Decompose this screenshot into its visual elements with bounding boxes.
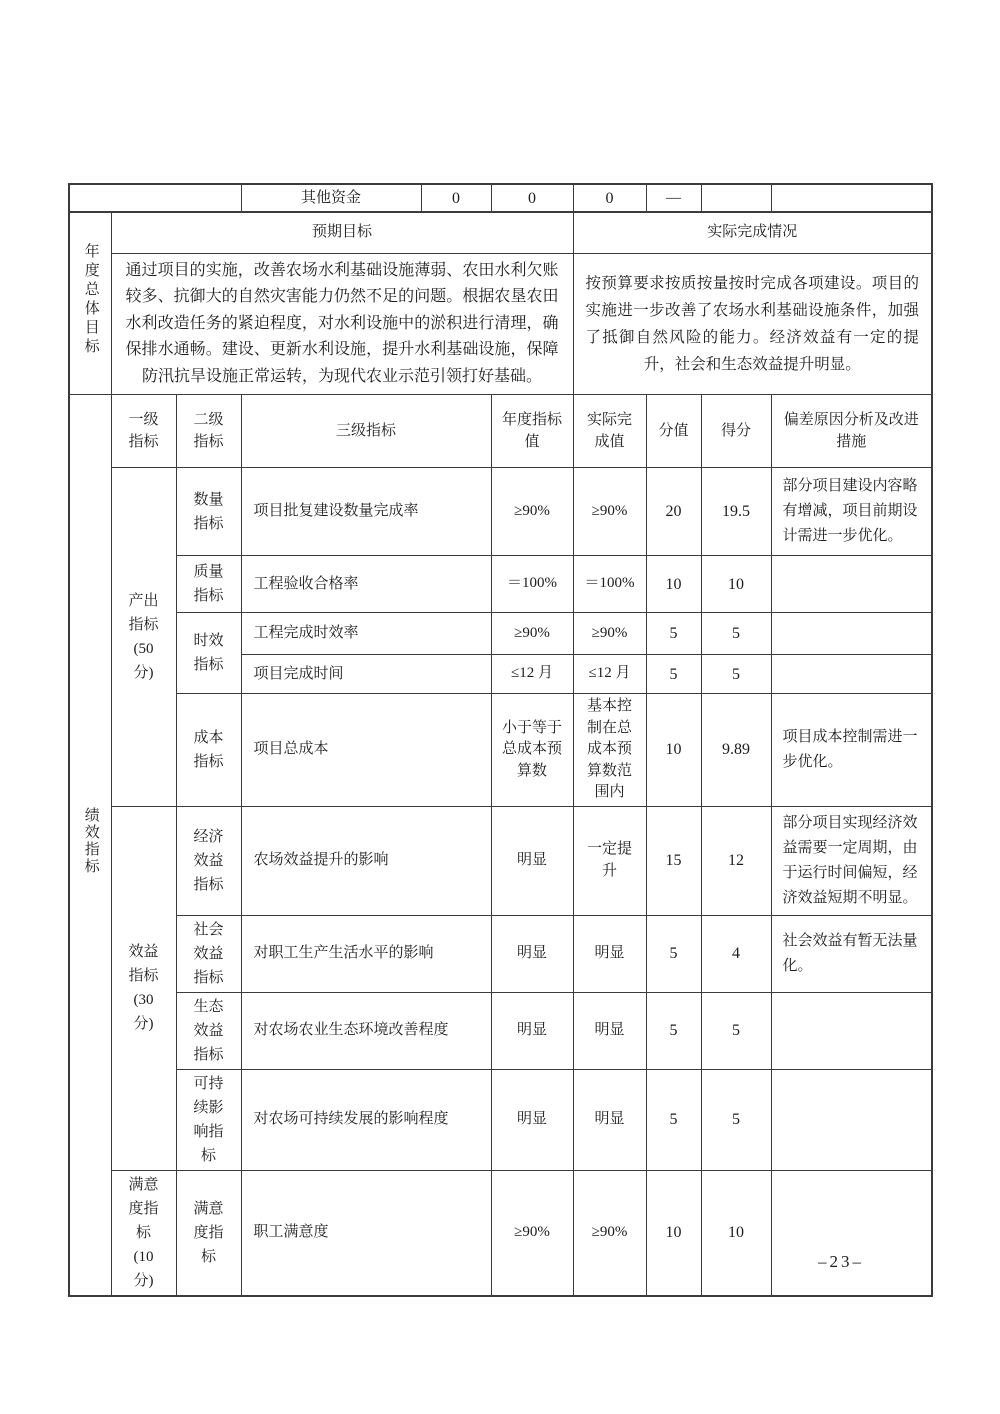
actual-completion-text: 按预算要求按质按量按时完成各项建设。项目的实施进一步改善了农场水利基础设施条件，加强了抵御自然风险的能力。经济效益有一定的提升，社会和生态效益提升明显。	[573, 253, 932, 395]
row-satisfaction-deviation	[771, 1170, 932, 1296]
row-cost-points: 10	[646, 694, 701, 807]
row-satisfaction	[69, 1170, 932, 1296]
row-economic-actual: 一定提升	[573, 806, 646, 915]
row-economic-level3: 农场效益提升的影响	[241, 806, 491, 915]
funding-row	[69, 184, 932, 212]
funding-label: 其他资金	[241, 184, 421, 212]
funding-value-1: 0	[421, 184, 491, 212]
row-quantity-points: 20	[646, 468, 701, 556]
row-timeliness2-points: 5	[646, 655, 701, 694]
header-actual: 实际完成值	[573, 395, 646, 468]
row-economic	[69, 806, 932, 915]
row-quality	[69, 556, 932, 613]
header-score: 得分	[701, 395, 771, 468]
row-ecological-points: 5	[646, 992, 701, 1069]
group-satisfaction: 满意度指标(10分)	[111, 1170, 176, 1296]
row-quantity-level2: 数量指标	[176, 468, 241, 556]
header-level1: 一级指标	[111, 395, 176, 468]
row-quantity-deviation: 部分项目建设内容略有增减，项目前期设计需进一步优化。	[771, 468, 932, 556]
row-quantity	[69, 468, 932, 556]
row-sustainability-level2: 可持续影响指标	[176, 1069, 241, 1170]
row-cost-deviation: 项目成本控制需进一步优化。	[771, 694, 932, 807]
goal-row-label: 年度总体目标	[82, 243, 99, 357]
header-level2: 二级指标	[176, 395, 241, 468]
row-quantity-target: ≥90%	[491, 468, 573, 556]
row-ecological	[69, 992, 932, 1069]
row-economic-points: 15	[646, 806, 701, 915]
row-timeliness1-level3: 工程完成时效率	[241, 613, 491, 655]
row-ecological-level3: 对农场农业生态环境改善程度	[241, 992, 491, 1069]
row-timeliness1-actual: ≥90%	[573, 613, 646, 655]
row-economic-deviation: 部分项目实现经济效益需要一定周期，由于运行时间偏短，经济效益短期不明显。	[771, 806, 932, 915]
row-satisfaction-level2: 满意度指标	[176, 1170, 241, 1296]
funding-value-2: 0	[491, 184, 573, 212]
row-timeliness-level2: 时效指标	[176, 613, 241, 694]
row-sustainability-level3: 对农场可持续发展的影响程度	[241, 1069, 491, 1170]
header-deviation: 偏差原因分析及改进措施	[771, 395, 932, 468]
row-cost	[69, 694, 932, 807]
row-sustainability-score: 5	[701, 1069, 771, 1170]
row-cost-score: 9.89	[701, 694, 771, 807]
row-timeliness2-target: ≤12 月	[491, 655, 573, 694]
row-cost-level3: 项目总成本	[241, 694, 491, 807]
row-ecological-deviation	[771, 992, 932, 1069]
row-social-target: 明显	[491, 915, 573, 992]
row-social-score: 4	[701, 915, 771, 992]
row-quality-points: 10	[646, 556, 701, 613]
row-quality-target: ＝100%	[491, 556, 573, 613]
row-economic-score: 12	[701, 806, 771, 915]
row-timeliness2-level3: 项目完成时间	[241, 655, 491, 694]
page-number: –23–	[818, 1252, 864, 1271]
row-timeliness1-deviation	[771, 613, 932, 655]
row-satisfaction-actual: ≥90%	[573, 1170, 646, 1296]
row-sustainability-actual: 明显	[573, 1069, 646, 1170]
row-economic-target: 明显	[491, 806, 573, 915]
row-sustainability-target: 明显	[491, 1069, 573, 1170]
row-timeliness2-actual: ≤12 月	[573, 655, 646, 694]
performance-table	[68, 183, 933, 1297]
row-ecological-target: 明显	[491, 992, 573, 1069]
row-timeliness-1	[69, 613, 932, 655]
funding-empty-left	[69, 184, 241, 212]
goal-header-row	[69, 212, 932, 253]
row-timeliness1-score: 5	[701, 613, 771, 655]
row-cost-target: 小于等于总成本预算数	[491, 694, 573, 807]
row-quality-level2: 质量指标	[176, 556, 241, 613]
performance-section-label-cell	[69, 395, 111, 1296]
row-cost-actual: 基本控制在总成本预算数范围内	[573, 694, 646, 807]
row-cost-level2: 成本指标	[176, 694, 241, 807]
funding-value-4: —	[646, 184, 701, 212]
goal-row-label-cell	[69, 212, 111, 395]
row-economic-level2: 经济效益指标	[176, 806, 241, 915]
actual-completion-header: 实际完成情况	[573, 212, 932, 253]
funding-empty-right-1	[701, 184, 771, 212]
header-target: 年度指标值	[491, 395, 573, 468]
row-social-level3: 对职工生产生活水平的影响	[241, 915, 491, 992]
row-social-points: 5	[646, 915, 701, 992]
funding-value-3: 0	[573, 184, 646, 212]
indicator-header-row	[69, 395, 932, 468]
group-output: 产出指标(50分)	[111, 468, 176, 807]
row-quality-actual: ＝100%	[573, 556, 646, 613]
row-quality-deviation	[771, 556, 932, 613]
row-timeliness1-points: 5	[646, 613, 701, 655]
row-sustainability	[69, 1069, 932, 1170]
row-social-actual: 明显	[573, 915, 646, 992]
goal-text-row	[69, 253, 932, 395]
row-sustainability-deviation	[771, 1069, 932, 1170]
row-social-deviation: 社会效益有暂无法量化。	[771, 915, 932, 992]
row-ecological-level2: 生态效益指标	[176, 992, 241, 1069]
row-ecological-score: 5	[701, 992, 771, 1069]
row-social	[69, 915, 932, 992]
row-quantity-level3: 项目批复建设数量完成率	[241, 468, 491, 556]
row-ecological-actual: 明显	[573, 992, 646, 1069]
row-timeliness1-target: ≥90%	[491, 613, 573, 655]
group-benefit: 效益指标(30分)	[111, 806, 176, 1170]
row-satisfaction-points: 10	[646, 1170, 701, 1296]
row-quantity-actual: ≥90%	[573, 468, 646, 556]
row-social-level2: 社会效益指标	[176, 915, 241, 992]
row-satisfaction-level3: 职工满意度	[241, 1170, 491, 1296]
row-quality-level3: 工程验收合格率	[241, 556, 491, 613]
row-satisfaction-score: 10	[701, 1170, 771, 1296]
row-timeliness2-deviation	[771, 655, 932, 694]
expected-goal-header: 预期目标	[111, 212, 573, 253]
row-quantity-score: 19.5	[701, 468, 771, 556]
row-sustainability-points: 5	[646, 1069, 701, 1170]
performance-section-label: 绩效指标	[82, 807, 99, 876]
header-points: 分值	[646, 395, 701, 468]
header-level3: 三级指标	[241, 395, 491, 468]
row-quality-score: 10	[701, 556, 771, 613]
funding-empty-right-2	[771, 184, 932, 212]
expected-goal-text: 通过项目的实施，改善农场水利基础设施薄弱、农田水利欠账较多、抗御大的自然灾害能力仍然不足的问题。根据农垦农田水利改造任务的紧迫程度，对水利设施中的淤积进行清理，确保排水通畅。建设、更新水利设施，提升水利基础设施，保障防汛抗旱设施正常运转，为现代农业示范引领打好基础。	[111, 253, 573, 395]
row-satisfaction-target: ≥90%	[491, 1170, 573, 1296]
row-timeliness2-score: 5	[701, 655, 771, 694]
